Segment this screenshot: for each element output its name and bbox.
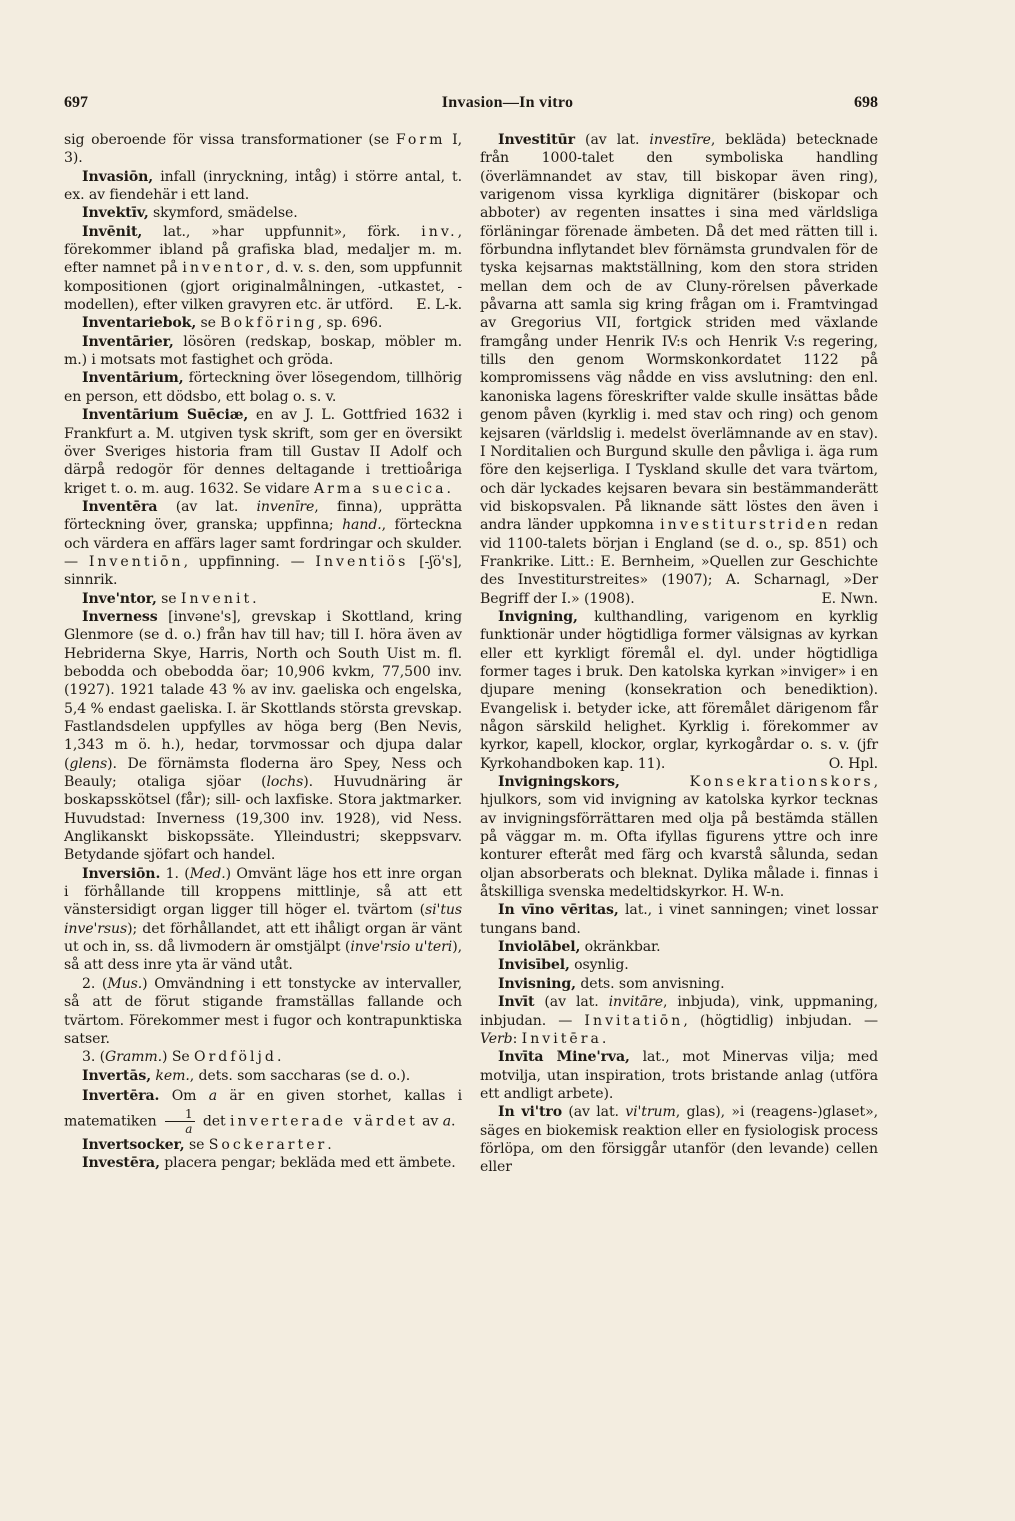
- entry-inversion-music: 2. (Mus.) Omvändning i ett tonstycke av intervaller, så att de förut stigande framställas fallande och tvärtom. Förekommer mest i fugor och kontrapunktiska satser.: [64, 975, 462, 1047]
- entry-inventarier: Inventārier, lösören (redskap, boskap, möbler m. m.) i motsats mot fastighet och gröda.: [64, 333, 462, 369]
- entry-form-continuation: sig oberoende för vissa transformationer (se Form I, 3).: [64, 132, 462, 167]
- entry-inversion: Inversiōn. 1. (Med.) Omvänt läge hos ett inre organ i förhållande till kroppens mittlinje, så att ett vänstersidigt organ ligger till höger el. tvärtom (si'tus inve'rsus); det förhållandet, att ett ihåligt organ är vänt ut och in, ss. då livmodern är omstjälpt (inve'rsio u'teri), så att dess inre yta är vänd utåt.: [64, 865, 463, 974]
- entry-invertsocker: Invertsocker, se Sockerarter.: [82, 1136, 332, 1153]
- entry-investera: Investēra, placera pengar; bekläda med ett ämbete.: [82, 1155, 456, 1172]
- entry-inventariebok: Inventariebok, se Bokföring, sp. 696.: [82, 315, 383, 332]
- entry-investitur: Investitūr (av lat. investīre, bekläda) betecknade från 1000-talet den symboliska handling (överlämnandet av stav, till biskopar även ring), varigenom vissa kyrkliga dignitärer (biskopar och abboter) av regenten insattes i sina med världsliga förläningar förenade ämbeten. Då det med rätten till i. förbundna inflytandet blev förnämsta grundvalen för de tyska kejsarnas maktställning, kom den stora striden mellan dem och de av Cluny-rörelsen påverkade påvarna att samla sig kring frågan om i. Framtvingad av Gregorius VII, fortgick striden med växlande framgång under Henrik IV:s och Henrik V:s regering, tills den genom Wormskonkordatet 1122 på kompromissens väg nådde en viss avslutning: den enl. kanoniska lagens föreskrifter valde skulle insättas både genom påven (kyrklig i. med stav och ring) och genom kejsaren (världslig i. medelst överlämnande av en stav). I Norditalien och Burgund skulle den påvliga i. äga rum före den kejserliga. I Tyskland skulle det vara tvärtom, och där lyckades kejsaren bevara sin bestämmanderätt vid biskopsvalen. På liknande sätt löstes den även i andra länder uppkomna investiturstriden redan vid 1100-talets början i England (se d. o., sp. 851) och Frankrike. Litt.: E. Bernheim, »Quellen zur Geschichte des Investiturstreites» (1907); A. Scharnagl, »Der Begriff der I.» (1908). E. Nwn.: [480, 132, 879, 607]
- entry-invisning: Invisning, dets. som anvisning.: [498, 975, 725, 992]
- author-signature: E. L-k.: [416, 297, 462, 314]
- entry-invigningskors: Invigningskors, Konsekrationskors, hjulkors, som vid invigning av katolska kyrkor tecknas av invigningsförrättaren med olja på bestämda ställen på väggar m. m. Ofta ifyllas figurens yttre och inre konturer efteråt med färg och kvarstå sålunda, sedan oljan absorberats och bleknat. Dylika målade i. finnas i åtskilliga svenska medeltidskyrkor. H. W-n.: [480, 774, 878, 901]
- right-column: [480, 131, 878, 1177]
- entry-invasion: Invasiōn, infall (inryckning, intåg) i större antal, t. ex. av fiendehär i ett land.: [64, 168, 462, 204]
- entry-invigning: Invigning, kulthandling, varigenom en kyrklig funktionär under högtidliga former välsignas av kyrkan eller ett kyrkligt föremål el. dyl. under högtidliga former tages i bruk. Den katolska kyrkan »inviger» i en djupare mening (konsekration och benediktion). Evangelisk i. betyder icke, att föremålet därigenom får någon särskild helighet. Kyrklig i. förekommer av kyrkor, kapell, klockor, orglar, kyrkogårdar o. s. v. (jfr Kyrkohandboken kap. 11). O. Hpl.: [480, 608, 878, 772]
- entry-in-vino-veritas: In vīno vēritas, lat., i vinet sanningen; vinet lossar tungans band.: [480, 902, 878, 937]
- entry-inversion-grammar: 3. (Gramm.) Se Ordföljd.: [82, 1049, 282, 1066]
- entry-inventarium: Inventārium, förteckning över lösegendom, tillhörig en person, ett dödsbo, ett bolag o. s. v.: [64, 370, 462, 405]
- running-header: [0, 94, 1015, 116]
- entry-invenit: Invēnit, lat., »har uppfunnit», förk. inv., förekommer ibland på grafiska blad, medaljer m. m. efter namnet på inventor, d. v. s. den, som uppfunnit kompositionen (gjort originalmålningen, -utkastet, -modellen), efter vilken gravyren etc. är utförd. E. L-k.: [64, 223, 462, 314]
- entry-inventera: Inventēra (av lat. invenīre, finna), upprätta förteckning över, granska; uppfinna; hand., förteckna och värdera en affärs lager samt fordringar och skulder. — Inventiōn, uppfinning. — Inventiös [-ʃö's], sinnrik.: [64, 498, 462, 589]
- entry-invita-minerva: Invīta Mine'rva, lat., mot Minervas vilja; med motvilja, utan inspiration, trots bristande anlag (utföra ett andligt arbete).: [480, 1049, 878, 1102]
- entry-invertas: Invertās, kem., dets. som saccharas (se d. o.).: [82, 1067, 411, 1084]
- running-title: Invasion—In vitro: [441, 94, 574, 111]
- entry-invektiv: Invektīv, skymford, smädelse.: [82, 205, 298, 222]
- entry-in-vitro: In vi'tro (av lat. vi'trum, glas), »i (reagens-)glaset», säges en biokemisk reaktion eller en fysiologisk process förlöpa, om den försiggår utanför (den levande) cellen eller: [480, 1104, 878, 1176]
- entry-inverness: Inverness [invəne's], grevskap i Skottland, kring Glenmore (se d. o.) från hav till hav; till I. höra även av Hebriderna Skye, Harris, North och South Uist m. fl. bebodda och obebodda öar; 10,906 kvkm, 77,500 inv. (1927). 1921 talade 43 % av inv. gaeliska och engelska, 5,4 % endast gaeliska. I. är Skottlands största grevskap. Fastlandsdelen uppfylles av höga berg (Ben Nevis, 1,343 m ö. h.), hedar, torvmossar och djupa dalar (glens). De förnämsta floderna äro Spey, Ness och Beauly; otaliga sjöar (lochs). Huvudnäring är boskapsskötsel (får); sill- och laxfiske. Stora jaktmarker. Huvudstad: Inverness (19,300 inv. 1928), vid Ness. Anglikanskt biskopssäte. Ylleindustri; skeppsvarv. Betydande sjöfart och handel.: [64, 608, 462, 864]
- left-column: [64, 131, 462, 1173]
- entry-invertera: Invertēra. Om a är en given storhet, kallas i matematiken $\frac{1}{a}$ det inverterade värdet av a.: [64, 1087, 462, 1136]
- fraction-one-over-a: $\frac{1}{a}$: [165, 1107, 195, 1136]
- page-number-left: 697: [64, 94, 88, 111]
- entry-invisibel: Invisībel, osynlig.: [498, 957, 629, 974]
- author-signature: E. Nwn.: [821, 590, 878, 607]
- entry-inventor: Inve'ntor, se Invenit.: [82, 590, 257, 607]
- page-number-right: 698: [854, 94, 878, 111]
- entry-invit: Invīt (av lat. invitāre, inbjuda), vink, uppmaning, inbjudan. — Invitatiōn, (högtidlig) inbjudan. — Verb: Invitēra.: [480, 994, 878, 1047]
- author-signature: O. Hpl.: [828, 755, 878, 772]
- entry-inventarium-sueciae: Inventārium Suēciæ, en av J. L. Gottfried 1632 i Frankfurt a. M. utgiven tysk skrift, som ger en översikt över Sveriges historia fram till Gustav II Adolf och därpå redogör för dennes deltagande i trettioåriga kriget t. o. m. aug. 1632. Se vidare Arma suecica.: [64, 407, 463, 497]
- entry-inviolabel: Inviolābel, okränkbar.: [498, 939, 661, 956]
